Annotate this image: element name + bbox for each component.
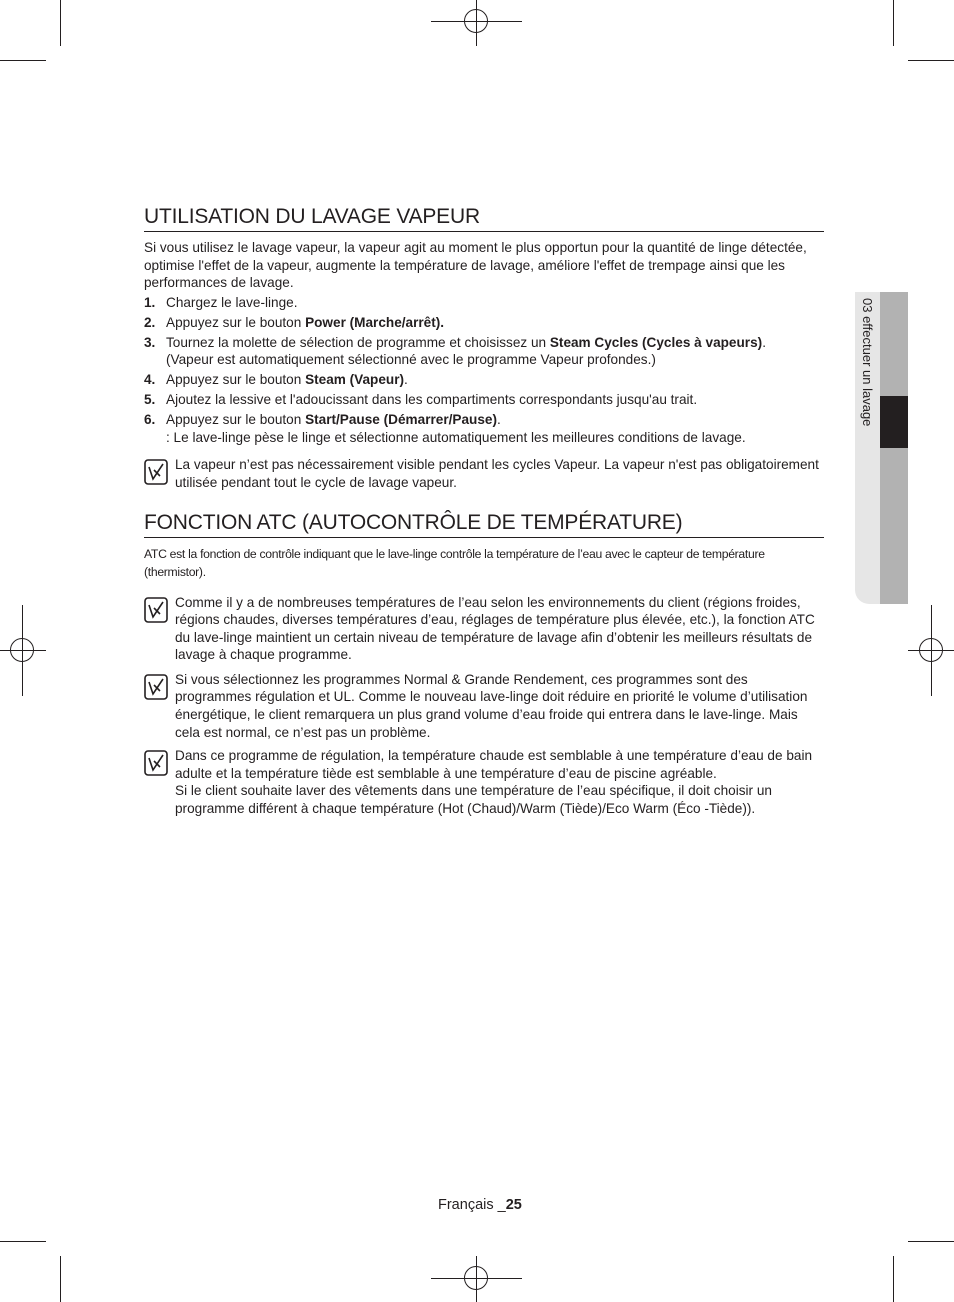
step-number: 6. — [144, 412, 156, 428]
step-text-end: . — [496, 412, 501, 428]
note-block — [144, 671, 824, 741]
step-button-name: Steam (Vapeur) — [305, 372, 405, 388]
step-item — [144, 314, 824, 332]
step-item — [144, 411, 824, 446]
note-block — [144, 456, 824, 491]
chapter-tab-bar — [880, 292, 908, 604]
step-item — [144, 334, 824, 369]
note-text: Dans ce programme de régulation, la température chaude est semblable à une température d’eau de bain adulte et la température tiède est semblable à une température d’eau de piscine agréable. Si le client souhaite laver des vêtements dans une température de l’eau spécifique, il doit choisir un programme différent à chaque température (Hot (Chaud)/Warm (Tiède)/Eco Warm (Éco -Tiède)). — [175, 748, 813, 817]
note-pencil-icon — [144, 674, 168, 700]
section-intro-steam: Si vous utilisez le lavage vapeur, la vapeur agit au moment le plus opportun pour la quantité de linge détectée, optimise l'effet de la vapeur, augmente la température de lavage, améliore l'effet de trempage ainsi que les performances de lavage. — [144, 240, 807, 291]
step-text: Tournez la molette de sélection de programme et choisissez un — [166, 334, 550, 350]
note-text: Si vous sélectionnez les programmes Normal & Grande Rendement, ces programmes sont des programmes régulation et UL. Comme le nouveau lave-linge doit réduire en priorité le volume d’utilisation énergétique, le client remarquera un plus grand volume d’eau froide qui entrera dans le lave-linge. Mais cela est normal, ce n’est pas un problème. — [175, 671, 808, 740]
note-text: La vapeur n’est pas nécessairement visible pendant les cycles Vapeur. La vapeur n'est pas obligatoirement utilisée pendant tout le cycle de lavage vapeur. — [175, 457, 819, 490]
step-number: 3. — [144, 334, 156, 350]
step-text-end: . — [404, 372, 408, 388]
step-item — [144, 391, 824, 409]
chapter-tab-label: 03 effectuer un lavage — [860, 298, 875, 427]
note-block — [144, 747, 824, 817]
step-button-name: Power (Marche/arrêt). — [305, 314, 445, 330]
note-pencil-icon — [144, 750, 168, 776]
page-footer — [438, 1197, 522, 1213]
step-number: 4. — [144, 372, 156, 388]
note-text: Comme il y a de nombreuses températures de l’eau selon les environnements du client (régions froides, régions chaudes, diverses températures d’eau, réglages de température plus élevée, etc.), la fonction ATC du lave-linge maintient un certain niveau de température de lavage afin d’obtenir les meilleurs résultats de lavage à chaque programme. — [175, 594, 815, 663]
page-content — [144, 203, 824, 818]
step-button-name: Steam Cycles (Cycles à vapeurs) — [549, 334, 763, 350]
step-button-name: Start/Pause (Démarrer/Pause) — [305, 412, 497, 428]
step-text: Appuyez sur le bouton — [166, 314, 306, 330]
note-pencil-icon — [144, 459, 168, 485]
step-text: Ajoutez la lessive et l'adoucissant dans les compartiments correspondants jusqu'au trait. — [166, 392, 698, 408]
step-number: 2. — [144, 314, 156, 330]
steps-list — [144, 294, 824, 446]
section-intro-atc: ATC est la fonction de contrôle indiquant que le lave-linge contrôle la température de l’eau avec le capteur de température (thermistor). — [144, 546, 765, 579]
step-item — [144, 294, 824, 312]
footer-language: Français _ — [438, 1197, 506, 1213]
step-subtext: : Le lave-linge pèse le linge et sélectionne automatiquement les meilleures conditions de lavage. — [166, 429, 746, 445]
step-number: 1. — [144, 295, 156, 311]
chapter-tab-marker — [880, 396, 908, 448]
step-text: Appuyez sur le bouton — [166, 372, 306, 388]
note-pencil-icon — [144, 597, 168, 623]
note-block — [144, 594, 824, 664]
section-title-atc: FONCTION ATC (AUTOCONTRÔLE DE TEMPÉRATURE) — [144, 509, 824, 538]
step-number: 5. — [144, 392, 156, 408]
step-text-end: . — [762, 334, 766, 350]
step-item — [144, 371, 824, 389]
step-subtext: (Vapeur est automatiquement sélectionné avec le programme Vapeur profondes.) — [166, 352, 656, 368]
section-title-steam: UTILISATION DU LAVAGE VAPEUR — [144, 203, 824, 232]
step-text: Chargez le lave-linge. — [166, 295, 298, 311]
page-number: 25 — [505, 1197, 522, 1213]
step-text: Appuyez sur le bouton — [166, 412, 306, 428]
